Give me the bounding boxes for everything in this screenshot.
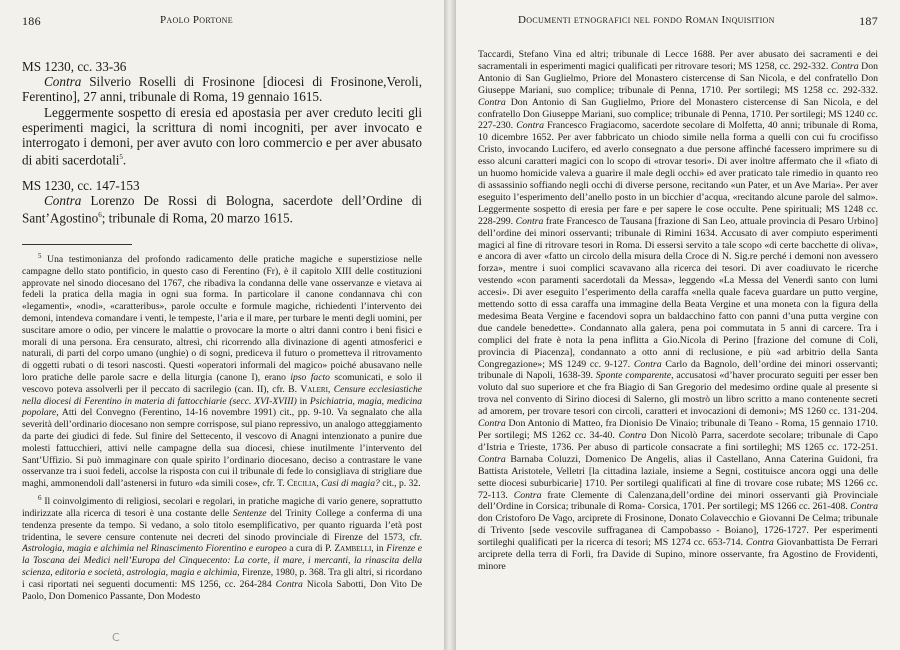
- footnote-5-mark: 5: [38, 251, 42, 260]
- right-text-run: Don Nicolò Parra, sacerdote secolare; tribunale di Capo d’Istria e Trieste, 1736. Per abuso di particole consacrate a fini sortileghi; MS 1265 cc. 172-251.: [478, 430, 878, 453]
- entry1-charges: [22, 105, 422, 168]
- entry1-end: .: [122, 152, 127, 168]
- fn5-text-6: ,: [316, 478, 322, 490]
- contra-italic: Sponte comparente: [595, 370, 672, 382]
- entry1-contra: Contra: [44, 74, 82, 90]
- entry2-summary-b: ; tribunale di Roma, 20 marzo 1615.: [101, 210, 293, 226]
- right-text-run: frate Francesco de Tausana [frazione di San Leo, attuale provincia di Pesaro Urbino] dell’ordine dei minori osservanti; tribunale di Rimini 1634. Accusato di aver compiuto esperimenti magici al fine di ritrovare tesori in Roma. Di essersi servito a tale scopo «di certe bacchette di oliva», e ancora di aver «fatto un circolo della misura della Croce di N. Sig.re perché i demoni non avessero forza», mentre i suoi complici scavavano alla ricerca dei tesori. Di aver coadiuvato le ricerche vestendo «con paramenti sacerdotali da Messa», leggendo «La Messa del Venerdì santo con lumi accesi». Di aver eseguito l’esperimento della caraffa «nella quale faceva guardare un putto vergine, mettendo sotto di essa caraffa una immagine della Beata Vergine et una moneta con la figura della medesima Beata Vergine e facendovi sopra un baldacchino fatto con panni d’una putta vergine con due candele benedette». Condannato alla galera, pena poi commutata in 5 anni di carcere. Tra i complici del frate è nota la pena inflitta a Gio.Nicola di Perino [frazione del comune di Coli, provincia di Piacenza], condannato a otto anni di reclusione, e più «ad arbitrio della Santa Congregazione»; MS 1249 cc. 9-127.: [478, 215, 878, 370]
- page-number-left: 186: [22, 14, 41, 28]
- entry1-ref: MS 1230, cc. 33-36: [22, 59, 127, 74]
- fn5-author-1: Valeri: [300, 383, 328, 395]
- contra-italic: Contra: [515, 215, 544, 227]
- contra-italic: Contra: [513, 489, 542, 501]
- fn5-work-1: Censure ecclesiastiche nella diocesi di Ferentino in materia di fattocchiarie (secc. XVI-XVIII): [22, 383, 423, 407]
- right-text-run: Don Antonio di San Guglielmo, Priore del Monastero cistercense di San Nicola, e del confratello Don Giuseppe Mariani, suo complice; tribunale di Penna, 1710. Per sortilegi; MS 1258 cc. 292-332.: [478, 60, 879, 96]
- right-text-run: Barnaba Coluzzi, Domenico De Angelis, alias il Castellano, Anna Caterina Guidoni, fra Battista Aristotele, Velletri [la cittadina laziale, insieme a Segni, costituisce ancora oggi una delle sette diocesi suburbicarie] 1710. Per sortilegi qualificati al fine di trovare cose rubate; MS 1266 cc. 72-113.: [478, 453, 878, 501]
- fn6-text-5: , Firenze, 1980, p. 368. Tra gli altri, si ricordano i casi riportati nei seguenti documenti: MS 1256, cc. 264-284: [22, 566, 423, 590]
- pencil-annotation: C: [112, 631, 120, 644]
- right-text-run: , accusatosi «d’haver procurato seguiti per esser ben voluto dal suo superiore et che fra Biagio di San Gregorio del medesimo ordine quale al presente si trova nel convento di Sirino diocesi di Salerno, gli mostrò un libro scritto a mano contenente secreti ad amorem, per trovare tesori con circoli, caratteri et invocazioni di demoni»; MS 1260 cc. 131-204.: [478, 370, 879, 418]
- right-text-run: don Cristoforo De Vago, arciprete di Frosinone, Donato Colavecchio e Giovanni De Celma; tribunale di Trivento [sede vescovile suffraganea di Campobasso - Boiano], 1726-1727. Per esperimenti sortileghi qualificati per la ricerca di tesori; MS 1274 cc. 653-714.: [478, 513, 878, 549]
- fn5-work-3: Casi di magia?: [321, 478, 380, 490]
- entry1-summary: [22, 74, 422, 104]
- contra-italic: Contra: [633, 358, 662, 370]
- contra-italic: Contra: [478, 453, 506, 465]
- fn5-text-2: scomunicati, e solo il vescovo poteva assolverli per il peccato di sacrilegio (can. II), cfr. B.: [22, 371, 422, 395]
- fn6-author-1: Zambelli: [334, 543, 372, 555]
- contra-italic: Contra: [478, 418, 506, 430]
- right-text-run: Taccardi, Stefano Vina ed altri; tribunale di Lecce 1688. Per aver abusato dei sacramenti e dei sacramentali in esperimenti magici qualificati per ritrovare tesori; MS 1258, cc. 292-332.: [478, 49, 878, 72]
- fn5-text-5: , Atti del Convegno (Ferentino, 14-16 novembre 1991) cit., pp. 9-10. Va segnalato che alla severità dell’ordinario diocesano non sempre corrispose, sul piano repressivo, un analogo atteggiamento da parte dei giudici di fede. Sul finire del Settecento, il vescovo di Anagni intenzionato a punire due molesti fattucchieri, attivi nelle campagne della sua diocesi, chiese inutilmente l’intervento del Sant’Uffizio. Si può immaginare con quale spirito l’ordinario diocesano, deciso a contrastare le vane osservanze tra i suoi fedeli, accolse la risposta con cui il tribunale di fede lo consigliava di strigliare due maghi, ammonendoli dall’astenersi in futuro «da simili cose», cfr. T.: [22, 407, 422, 490]
- footnote-mark-6: 6: [98, 211, 102, 220]
- entry2-ref: MS 1230, cc. 147-153: [22, 177, 140, 193]
- entry2-summary-a: Lorenzo De Rossi di Bologna, sacerdote dell’Ordine di Sant’Agostino: [22, 193, 422, 226]
- fn6-work-3: Firenze e la Toscana dei Medici nell’Europa del Cinquecento: La corte, il mare, i mercanti, la rinascita della scienza, editoria e società, astrologia, magia e alchimia: [22, 543, 422, 578]
- entry2-summary: [22, 193, 422, 226]
- contra-italic: Contra: [618, 430, 647, 441]
- entry1-charges-text: Leggermente sospetto di eresia ed apostasia per aver creduto leciti gli esperimenti magici, la scrittura di nomi incogniti, per aver invocato e interrogato i demoni, per aver avuto con loro commercio e per aver abusato di abiti sacerdotali: [22, 104, 422, 168]
- contra-italic: Contra: [830, 60, 859, 72]
- footnote-mark-5: 5: [119, 153, 123, 162]
- contra-italic: Contra: [516, 120, 545, 132]
- footnote-6: [22, 493, 422, 602]
- fn6-text-6: Nicola Sabotti, Don Vito De Paolo, Don Domenico Passante, Don Modesto: [22, 578, 422, 602]
- right-page-body: [478, 49, 878, 573]
- contra-italic: Contra: [850, 501, 878, 513]
- left-header: [22, 14, 422, 29]
- fn5-text-7: cit., p. 32.: [379, 478, 421, 490]
- fn6-text-4: , in: [371, 543, 387, 555]
- fn5-ipso-facto: ipso facto: [290, 371, 330, 383]
- footnote-rule: [22, 244, 132, 245]
- right-text-run: frate Clemente di Calenzana,dell’ordine dei minori osservanti già Provinciale dell’Ordine in Corsica; tribunale di Roma- Corsica, 1701. Per sortilegi; MS 1266 cc. 261-408.: [478, 489, 878, 513]
- right-text-run: Giovanbattista De Ferrari arciprete della terra di Forlì, fra Davide di Supino, minore osservante, fra Agostino de Frovidenti, minore: [478, 537, 879, 572]
- right-text-run: Don Antonio di San Guglielmo, Priore del Monastero cistercense di San Nicola, e del confratello Don Giuseppe Mariani, suo complice; tribunale di Penna, 1710. Per sortilegi; MS 1240 cc. 227-230.: [478, 96, 878, 132]
- right-text-run: Francesco Fragiacomo, sacerdote secolare di Molfetta, 40 anni; tribunale di Roma, 10 dicembre 1652. Per aver fabbricato un chiodo simile nella forma a quelli con cui fu crocifisso Cristo, invocando Lucifero, ed averlo consegnato a due persone affinché facessero imprimere su di esso alcuni caratteri magici con lo scopo di «trovar tesori». Di aver inoltre affermato che il «fiato di un huomo homicide valeva a guarire il male degli occhi» ed aver praticato tale rimedio in quanto reo di assassinio soffiando negli occhi di diverse persone, recitando «un Pater, et un Ave Maria». Per aver eseguito l’esperimento dell’anello posto in un bicchier d’acqua, «recitando alcune parole del salmo». Leggermente sospetto di eresia per fare e per sapere le cose occulte. Pene spirituali; MS 1248 cc. 228-299.: [478, 120, 878, 227]
- right-page: [456, 0, 900, 650]
- fn5-text-4: in: [296, 395, 310, 407]
- fn5-author-2: Cecilia: [287, 478, 317, 490]
- fn6-text-3: a cura di P.: [286, 543, 335, 555]
- contra-italic: Contra: [746, 537, 774, 549]
- fn6-text-2: del Trinity College a conferma di una tendenza presente da tempo. Si vedano, a solo titolo esemplificativo, per quanto riguarda l’età post tridentina, le severe censure contenute nei decreti del sinodo provinciale di Firenze del 1573, cfr.: [22, 507, 423, 543]
- entry2-contra: Contra: [44, 193, 82, 209]
- fn6-text-1: Il coinvolgimento di religiosi, secolari e regolari, in pratiche magiche di vario genere, soprattutto indirizzate alla ricerca di tesori è una costante delle: [22, 496, 422, 519]
- fn6-contra: Contra: [275, 578, 303, 590]
- left-page: [0, 0, 444, 650]
- contra-italic: Contra: [478, 96, 506, 108]
- fn5-text-3: ,: [327, 383, 334, 395]
- footnote-6-mark: 6: [38, 493, 42, 502]
- right-header: [478, 14, 878, 29]
- entry1-summary-text: Silverio Roselli di Frosinone [diocesi di Frosinone,Veroli, Ferentino], 27 anni, tribunale di Roma, 19 gennaio 1615.: [22, 74, 422, 105]
- page-number-right: 187: [859, 14, 878, 28]
- running-head-left: Paolo Portone: [160, 14, 233, 26]
- running-head-right: Documenti etnografici nel fondo Roman Inquisition: [518, 14, 775, 26]
- fn5-work-2: Psichiatria, magia, medicina popolare: [22, 395, 423, 419]
- right-text-run: Carlo da Bagnolo, dell’ordine dei minori osservanti; tribunale di Napoli, 1638-39.: [478, 358, 879, 382]
- fn6-work-2: Astrologia, magia e alchimia nel Rinascimento Fiorentino e europeo: [22, 543, 287, 555]
- fn6-work-1: Sentenze: [232, 507, 267, 519]
- book-gutter: [444, 0, 456, 650]
- footnote-5: [22, 251, 422, 490]
- fn5-text-1: Una testimonianza del profondo radicamento delle pratiche magiche e superstiziose nelle campagne dello stato pontificio, in questo caso di Ferentino (Fr), è il capitolo XIII delle costituzioni approvate nel sinodo diocesano del 1767, che ribadiva la condanna delle vane osservanze e vietava ai fedeli la pratica della magia in ogni sua forma. In particolare il canone condannava chi con «legamenti», «nodi», «caratteribus», parole occulte e formule magiche, richiedenti l’intervento dei demoni, intendeva comandare i venti, le tempeste, l’aria e il mare, per turbare le menti degli uomini, per suscitare amore o odio, per vincere le malattie o provocare la morte o altri danni contro i beni fisici e morali di una persona. Era censurato, altresì, chi ricorrendo alla divinazione di agenti atmosferici e naturali, di parti del corpo umano (unghie) o di sogni, prediceva il futuro o prometteva il ritrovamento di oggetti rubati o di tesori nascosti. Questi «operatori informali del magico» poiché abusavano nelle loro pratiche delle parole sacre e della liturgia (canone I), erano: [22, 254, 422, 383]
- right-text-run: Don Antonio di Matteo, fra Dionisio De Vinaio; tribunale di Teano - Roma, 15 gennaio 1710. Per sortilegi; MS 1262 cc. 34-40.: [478, 418, 878, 441]
